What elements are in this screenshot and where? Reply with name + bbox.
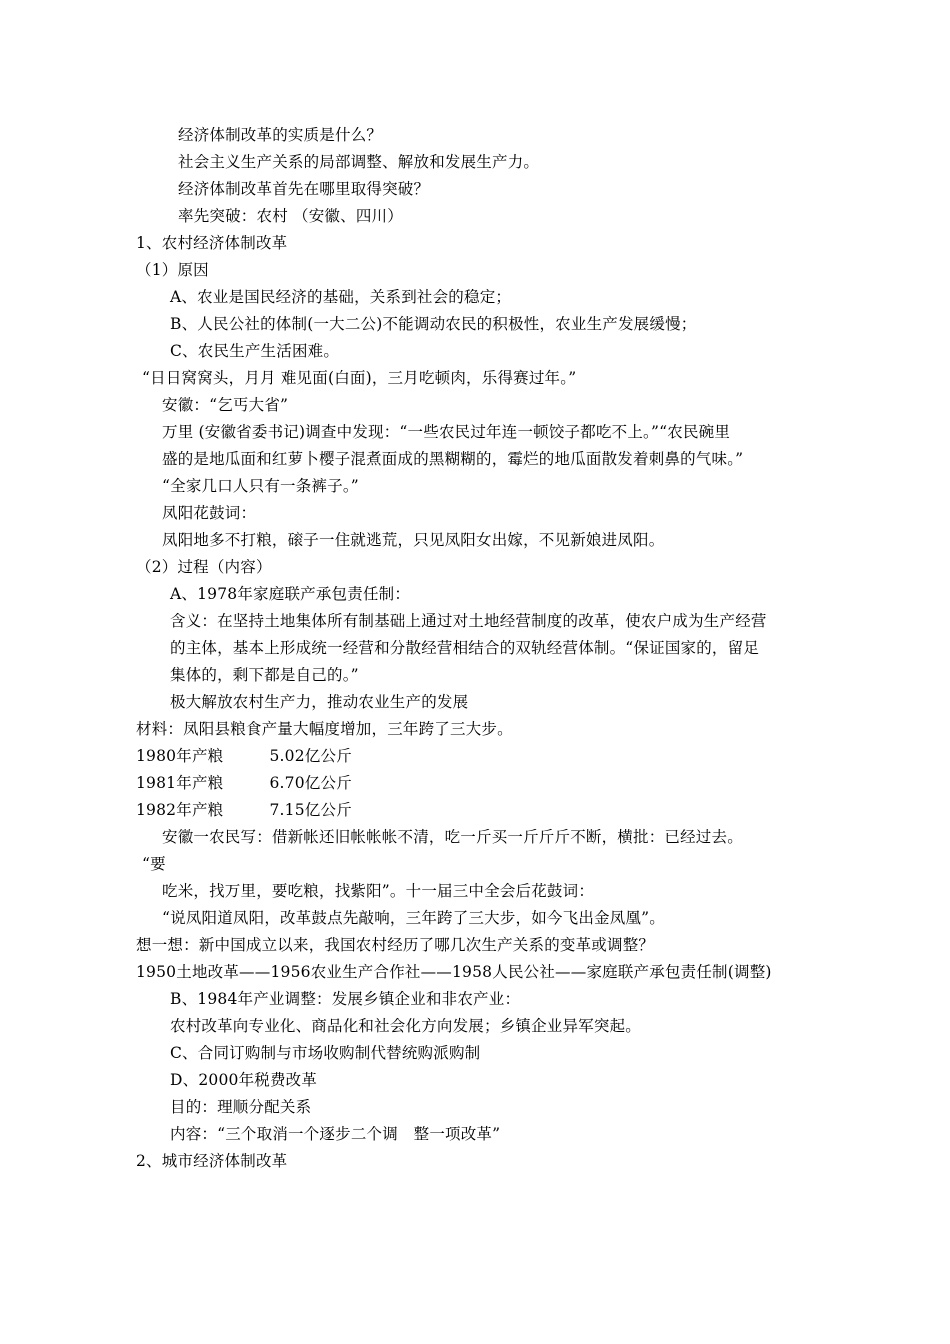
text-line: 安徽一农民写：借新帐还旧帐帐帐不清，吃一斤买一斤斤斤不断，横批：已经过去。 [162, 828, 743, 846]
text-line: “说凤阳道凤阳，改革鼓点先敲响，三年跨了三大步，如今飞出金凤凰”。 [162, 909, 665, 927]
text-line: 凤阳地多不打粮，磙子一住就逃荒，只见凤阳女出嫁，不见新娘进凤阳。 [162, 531, 665, 549]
grain-output-row: 1980年产粮 5.02亿公斤 [136, 747, 352, 765]
text-line: 盛的是地瓜面和红萝卜樱子混煮面成的黑糊糊的，霉烂的地瓜面散发着刺鼻的气味。” [162, 450, 744, 468]
section-heading: 1、农村经济体制改革 [136, 234, 288, 252]
grain-output-row: 1982年产粮 7.15亿公斤 [136, 801, 352, 819]
text-line: D、2000年税费改革 [170, 1071, 318, 1089]
text-line: 农村改革向专业化、商品化和社会化方向发展；乡镇企业异军突起。 [170, 1017, 642, 1035]
text-line: 1950土地改革——1956农业生产合作社——1958人民公社——家庭联产承包责任制(调整) [136, 963, 772, 981]
text-line: 社会主义生产关系的局部调整、解放和发展生产力。 [178, 153, 540, 171]
subsection-heading: （1）原因 [136, 261, 209, 279]
text-line: 集体的，剩下都是自己的。” [170, 666, 359, 684]
text-line: B、人民公社的体制(一大二公)不能调动农民的积极性，农业生产发展缓慢； [170, 315, 697, 333]
text-line: 凤阳花鼓词： [162, 504, 257, 522]
section-heading: 2、城市经济体制改革 [136, 1152, 288, 1170]
text-line: A、1978年家庭联产承包责任制： [170, 585, 411, 603]
text-line: 经济体制改革的实质是什么？ [178, 126, 383, 144]
text-line: A、农业是国民经济的基础，关系到社会的稳定； [170, 288, 512, 306]
text-line: 极大解放农村生产力，推动农业生产的发展 [170, 693, 469, 711]
text-line: 经济体制改革首先在哪里取得突破？ [178, 180, 430, 198]
subsection-heading: （2）过程（内容） [136, 558, 272, 576]
text-line: 的主体，基本上形成统一经营和分散经营相结合的双轨经营体制。“保证国家的，留足 [170, 639, 760, 657]
text-line: 万里 (安徽省委书记)调查中发现：“一些农民过年连一顿饺子都吃不上。”“农民碗里 [162, 423, 731, 441]
text-line: “要 [142, 855, 166, 873]
text-line: B、1984年产业调整：发展乡镇企业和非农产业： [170, 990, 521, 1008]
text-line: “全家几口人只有一条裤子。” [162, 477, 359, 495]
text-line: 含义：在坚持土地集体所有制基础上通过对土地经营制度的改革，使农户成为生产经营 [170, 612, 767, 630]
text-line: C、农民生产生活困难。 [170, 342, 340, 360]
text-line: 内容：“三个取消一个逐步二个调 整一项改革” [170, 1125, 501, 1143]
text-line: “日日窝窝头，月月 难见面(白面)，三月吃顿肉，乐得赛过年。” [142, 369, 577, 387]
text-line: 率先突破：农村 （安徽、四川） [178, 207, 403, 225]
text-line: 材料：凤阳县粮食产量大幅度增加，三年跨了三大步。 [136, 720, 513, 738]
text-line: 吃米，找万里，要吃粮，找紫阳”。十一届三中全会后花鼓词： [162, 882, 595, 900]
text-line: 安徽：“乞丐大省” [162, 396, 289, 414]
grain-output-row: 1981年产粮 6.70亿公斤 [136, 774, 352, 792]
text-line: 想一想：新中国成立以来，我国农村经历了哪几次生产关系的变革或调整？ [136, 936, 655, 954]
text-line: C、合同订购制与市场收购制代替统购派购制 [170, 1044, 481, 1062]
text-line: 目的：理顺分配关系 [170, 1098, 312, 1116]
